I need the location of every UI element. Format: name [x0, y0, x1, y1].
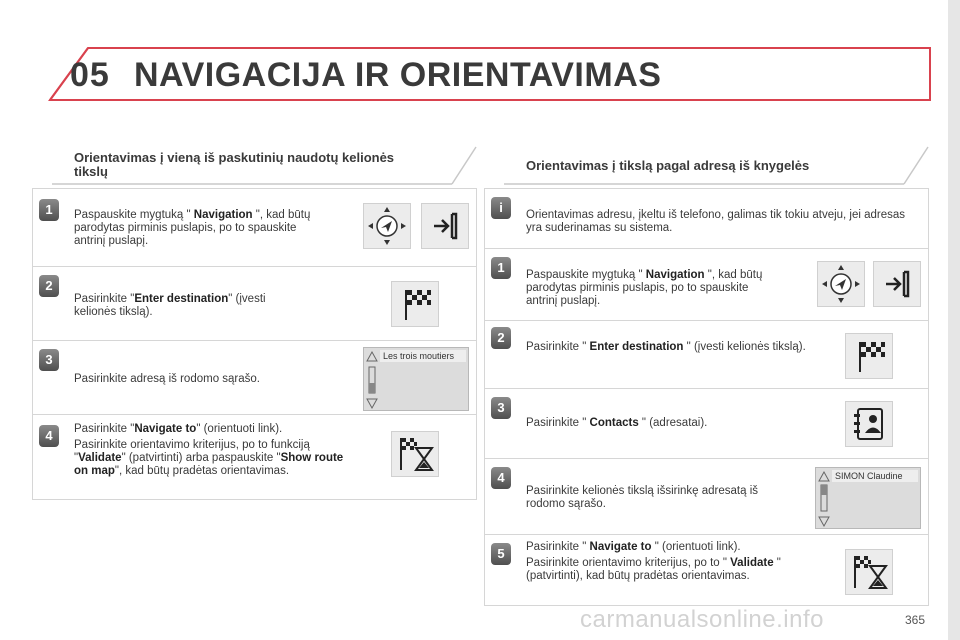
step-row [485, 459, 928, 535]
step-row [485, 535, 928, 607]
secondary-page-icon [421, 203, 469, 249]
step-number-badge: 3 [39, 349, 59, 371]
step-number-badge: 2 [39, 275, 59, 297]
contact-list-screenshot [815, 467, 921, 529]
step-row [485, 321, 928, 389]
checkered-flag-icon [845, 333, 893, 379]
step-text: Pasirinkite "Navigate to" (orientuoti link). Pasirinkite orientavimo kriterijus, po to funkciją "Validate" (patvirtinti) arba paspauskite "Show route on map", kad būtų pradėtas orientavimas. [74, 423, 344, 477]
step-row [33, 341, 476, 415]
step-text: Pasirinkite adresą iš rodomo sąrašo. [74, 373, 260, 385]
info-text: Orientavimas adresu, įkeltu iš telefono, galimas tik tokiu atveju, jei adresas yra suderinamas su sistema. [526, 209, 906, 234]
list-scroll-icon [817, 469, 831, 529]
flag-hourglass-icon [845, 549, 893, 595]
page-title: NAVIGACIJA IR ORIENTAVIMAS [134, 56, 662, 94]
step-text: Pasirinkite " Contacts " (adresatai). [526, 417, 708, 429]
section-title: Orientavimas į tikslą pagal adresą iš knygelės [526, 158, 810, 173]
section-header [484, 145, 929, 185]
section-last-destinations [32, 145, 477, 477]
step-row [33, 415, 476, 501]
flag-hourglass-icon [391, 431, 439, 477]
step-row [33, 267, 476, 341]
chapter-number: 05 [70, 56, 110, 94]
step-number-badge: 2 [491, 327, 511, 349]
destination-list-screenshot [363, 347, 469, 411]
step-text: Paspauskite mygtuką " Navigation ", kad būtų parodytas pirminis puslapis, po to spauskite antrinį puslapį. [526, 269, 763, 307]
step-row [485, 249, 928, 321]
step-text: Pasirinkite "Enter destination" (įvesti kelionės tikslą). [74, 293, 266, 318]
step-text: Paspauskite mygtuką " Navigation ", kad būtų parodytas pirminis puslapis, po to spauskite antrinį puslapį. [74, 209, 311, 247]
contacts-icon [845, 401, 893, 447]
step-text: Pasirinkite kelionės tikslą išsirinkę adresatą iš rodomo sąrašo. [526, 485, 759, 510]
page-edge-strip [948, 0, 960, 640]
secondary-page-icon [873, 261, 921, 307]
navigation-dial-icon [817, 261, 865, 307]
list-entry: SIMON Claudine [832, 470, 918, 482]
step-number-badge: 4 [39, 425, 59, 447]
step-number-badge: 3 [491, 397, 511, 419]
step-number-badge: 1 [39, 199, 59, 221]
steps-box [32, 188, 477, 500]
step-number-badge: 1 [491, 257, 511, 279]
step-number-badge: 5 [491, 543, 511, 565]
step-row [33, 189, 476, 267]
steps-box [484, 188, 929, 606]
page-number: 365 [905, 613, 926, 627]
step-number-badge: 4 [491, 467, 511, 489]
section-header [32, 145, 477, 185]
step-text: Pasirinkite " Navigate to " (orientuoti link). Pasirinkite orientavimo kriterijus, po to " Validate " (patvirtinti), kad būtų pradėtas orientavimas. [526, 541, 781, 582]
step-text: Pasirinkite " Enter destination " (įvesti kelionės tikslą). [526, 341, 806, 353]
info-badge: i [491, 197, 511, 219]
navigation-dial-icon [363, 203, 411, 249]
watermark: carmanualsonline.info [580, 606, 824, 633]
info-row [485, 189, 928, 249]
section-title: Orientavimas į vieną iš paskutinių naudotų kelionės tikslų [74, 150, 395, 179]
checkered-flag-icon [391, 281, 439, 327]
step-row [485, 389, 928, 459]
list-entry: Les trois moutiers [380, 350, 466, 362]
list-scroll-icon [365, 349, 379, 411]
section-contacts-destination [484, 145, 929, 582]
